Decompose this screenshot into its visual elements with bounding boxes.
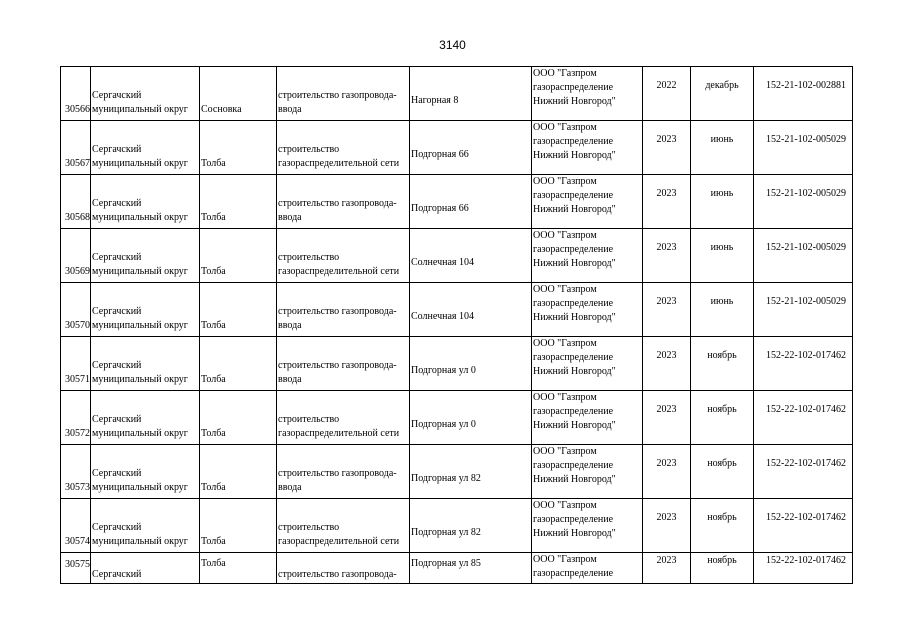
address-cell: Подгорная ул 82 [410,499,532,553]
month-cell: июнь [691,283,754,337]
address-cell: Подгорная 66 [410,175,532,229]
address-cell: Подгорная 66 [410,121,532,175]
month-cell: ноябрь [691,391,754,445]
table-row [61,175,853,229]
code-cell: 152-21-102-005029 [754,121,853,175]
table-row [61,391,853,445]
municipality-cell: Сергачский муниципальный округ [91,391,200,445]
municipality-cell: Сергачский муниципальный округ [91,229,200,283]
settlement-cell: Сосновка [200,67,277,121]
row-number: 30575 [61,553,91,584]
row-number: 30571 [61,337,91,391]
row-number: 30567 [61,121,91,175]
month-cell: ноябрь [691,499,754,553]
year-cell: 2023 [643,445,691,499]
row-number: 30572 [61,391,91,445]
row-number: 30568 [61,175,91,229]
municipality-cell: Сергачский [91,553,200,584]
work-type-cell: строительство газораспределительной сети [277,499,410,553]
organization-cell: ООО "Газпром газораспределение Нижний Новгород" [532,67,643,121]
municipality-cell: Сергачский муниципальный округ [91,337,200,391]
row-number: 30569 [61,229,91,283]
code-cell: 152-21-102-005029 [754,229,853,283]
code-cell: 152-22-102-017462 [754,553,853,584]
organization-cell: ООО "Газпром газораспределение Нижний Новгород" [532,337,643,391]
code-cell: 152-22-102-017462 [754,391,853,445]
table-row [61,337,853,391]
table-row [61,121,853,175]
gasification-table [60,66,853,584]
municipality-cell: Сергачский муниципальный округ [91,499,200,553]
code-cell: 152-22-102-017462 [754,499,853,553]
code-cell: 152-22-102-017462 [754,337,853,391]
work-type-cell: строительство газопровода- ввода [277,67,410,121]
table-row [61,67,853,121]
municipality-cell: Сергачский муниципальный округ [91,121,200,175]
municipality-cell: Сергачский муниципальный округ [91,175,200,229]
work-type-cell: строительство газораспределительной сети [277,229,410,283]
month-cell: июнь [691,175,754,229]
address-cell: Солнечная 104 [410,283,532,337]
table-row [61,553,853,584]
settlement-cell: Толба [200,337,277,391]
year-cell: 2023 [643,337,691,391]
organization-cell: ООО "Газпром газораспределение Нижний Новгород" [532,229,643,283]
code-cell: 152-21-102-002881 [754,67,853,121]
municipality-cell: Сергачский муниципальный округ [91,445,200,499]
address-cell: Подгорная ул 85 [410,553,532,584]
work-type-cell: строительство газопровода- ввода [277,175,410,229]
year-cell: 2022 [643,67,691,121]
month-cell: июнь [691,121,754,175]
code-cell: 152-22-102-017462 [754,445,853,499]
settlement-cell: Толба [200,445,277,499]
code-cell: 152-21-102-005029 [754,283,853,337]
row-number: 30573 [61,445,91,499]
year-cell: 2023 [643,121,691,175]
code-cell: 152-21-102-005029 [754,175,853,229]
year-cell: 2023 [643,391,691,445]
settlement-cell: Толба [200,391,277,445]
work-type-cell: строительство газопровода- [277,553,410,584]
month-cell: июнь [691,229,754,283]
table-row [61,445,853,499]
row-number: 30566 [61,67,91,121]
settlement-cell: Толба [200,229,277,283]
organization-cell: ООО "Газпром газораспределение [532,553,643,584]
address-cell: Подгорная ул 0 [410,337,532,391]
organization-cell: ООО "Газпром газораспределение Нижний Новгород" [532,499,643,553]
year-cell: 2023 [643,175,691,229]
address-cell: Солнечная 104 [410,229,532,283]
organization-cell: ООО "Газпром газораспределение Нижний Новгород" [532,175,643,229]
work-type-cell: строительство газопровода- ввода [277,445,410,499]
address-cell: Подгорная ул 82 [410,445,532,499]
settlement-cell: Толба [200,283,277,337]
row-number: 30574 [61,499,91,553]
work-type-cell: строительство газопровода- ввода [277,283,410,337]
work-type-cell: строительство газораспределительной сети [277,391,410,445]
organization-cell: ООО "Газпром газораспределение Нижний Новгород" [532,121,643,175]
settlement-cell: Толба [200,175,277,229]
month-cell: декабрь [691,67,754,121]
address-cell: Подгорная ул 0 [410,391,532,445]
settlement-cell: Толба [200,553,277,584]
row-number: 30570 [61,283,91,337]
work-type-cell: строительство газораспределительной сети [277,121,410,175]
settlement-cell: Толба [200,121,277,175]
year-cell: 2023 [643,499,691,553]
organization-cell: ООО "Газпром газораспределение Нижний Новгород" [532,391,643,445]
municipality-cell: Сергачский муниципальный округ [91,283,200,337]
address-cell: Нагорная 8 [410,67,532,121]
month-cell: ноябрь [691,337,754,391]
table-row [61,283,853,337]
settlement-cell: Толба [200,499,277,553]
month-cell: ноябрь [691,445,754,499]
year-cell: 2023 [643,229,691,283]
table-row [61,229,853,283]
municipality-cell: Сергачский муниципальный округ [91,67,200,121]
year-cell: 2023 [643,553,691,584]
page-number: 3140 [439,38,466,52]
organization-cell: ООО "Газпром газораспределение Нижний Новгород" [532,283,643,337]
organization-cell: ООО "Газпром газораспределение Нижний Новгород" [532,445,643,499]
year-cell: 2023 [643,283,691,337]
month-cell: ноябрь [691,553,754,584]
work-type-cell: строительство газопровода- ввода [277,337,410,391]
table-row [61,499,853,553]
